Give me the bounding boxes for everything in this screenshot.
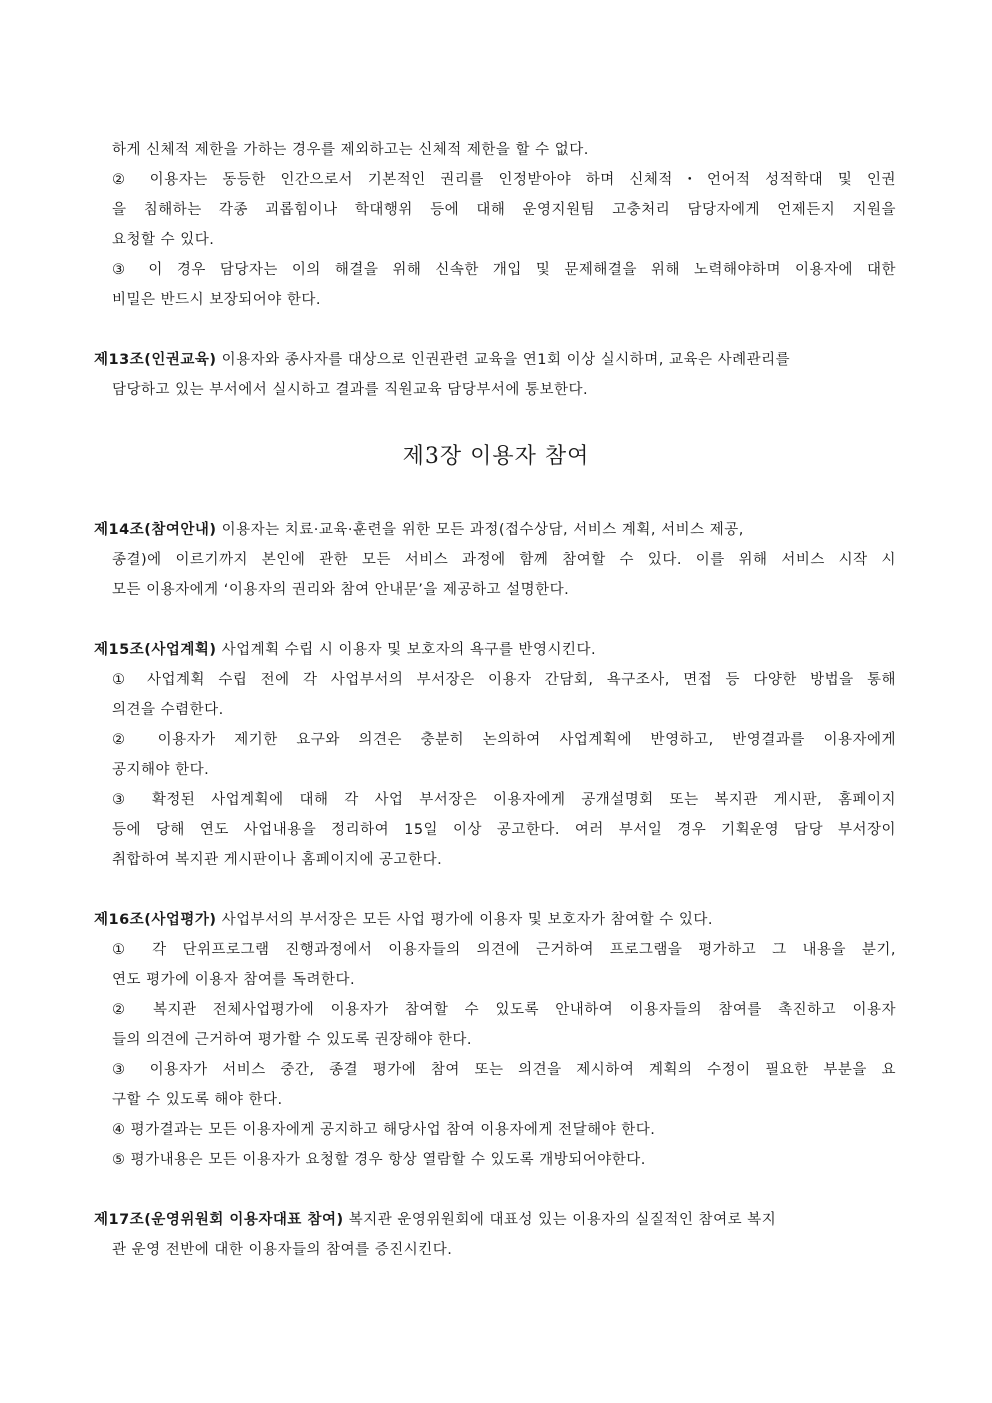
text-line: ① 각 단위프로그램 진행과정에서 이용자들의 의견에 근거하여 프로그램을 평가하고 그 내용을 분기, <box>112 942 896 958</box>
text-line: ② 이용자가 제기한 요구와 의견은 충분히 논의하여 사업계획에 반영하고, 반영결과를 이용자에게 <box>112 732 896 748</box>
text-line: 의견을 수렴한다. <box>112 702 224 718</box>
text-line: ① 사업계획 수립 전에 각 사업부서의 부서장은 이용자 간담회, 욕구조사, 면접 등 다양한 방법을 통해 <box>112 672 896 688</box>
text-line: 을 침해하는 각종 괴롭힘이나 학대행위 등에 대해 운영지원팀 고충처리 담당자에게 언제든지 지원을 <box>112 202 896 218</box>
article-14-heading: 제14조(참여안내) <box>94 522 217 538</box>
text-line: ③ 확정된 사업계획에 대해 각 사업 부서장은 이용자에게 공개설명회 또는 복지관 게시판, 홈페이지 <box>112 792 896 808</box>
text-line: 등에 당해 연도 사업내용을 정리하여 15일 이상 공고한다. 여러 부서일 경우 기획운영 담당 부서장이 <box>112 822 896 838</box>
text-line: 종결)에 이르기까지 본인에 관한 모든 서비스 과정에 함께 참여할 수 있다. 이를 위해 서비스 시작 시 <box>112 552 896 568</box>
text-line: 비밀은 반드시 보장되어야 한다. <box>112 292 322 308</box>
article-15-text: 사업계획 수립 시 이용자 및 보호자의 욕구를 반영시킨다. <box>216 642 597 658</box>
article-13-heading: 제13조(인권교육) <box>94 352 217 368</box>
article-14-text: 이용자는 치료·교육·훈련을 위한 모든 과정(접수상담, 서비스 계획, 서비스 제공, <box>216 522 744 538</box>
chapter-title: 제3장 이용자 참여 <box>402 444 590 469</box>
article-17-text: 복지관 운영위원회에 대표성 있는 이용자의 실질적인 참여로 복지 <box>343 1212 777 1228</box>
text-line: 모든 이용자에게 ‘이용자의 권리와 참여 안내문’을 제공하고 설명한다. <box>112 582 570 598</box>
text-line: 공지해야 한다. <box>112 762 210 778</box>
text-line: ② 복지관 전체사업평가에 이용자가 참여할 수 있도록 안내하여 이용자들의 참여를 촉진하고 이용자 <box>112 1002 896 1018</box>
text-line: 하게 신체적 제한을 가하는 경우를 제외하고는 신체적 제한을 할 수 없다. <box>112 142 589 158</box>
text-line: ③ 이 경우 담당자는 이의 해결을 위해 신속한 개입 및 문제해결을 위해 노력해야하며 이용자에 대한 <box>112 262 896 278</box>
article-16-text: 사업부서의 부서장은 모든 사업 평가에 이용자 및 보호자가 참여할 수 있다. <box>216 912 714 928</box>
text-line: ④ 평가결과는 모든 이용자에게 공지하고 해당사업 참여 이용자에게 전달해야 한다. <box>112 1122 656 1138</box>
article-17-heading: 제17조(운영위원회 이용자대표 참여) <box>94 1212 344 1228</box>
article-15-heading: 제15조(사업계획) <box>94 642 217 658</box>
text-line: 구할 수 있도록 해야 한다. <box>112 1092 283 1108</box>
text-line: ③ 이용자가 서비스 중간, 종결 평가에 참여 또는 의견을 제시하여 계획의 수정이 필요한 부분을 요 <box>112 1062 896 1078</box>
article-13-text: 이용자와 종사자를 대상으로 인권관련 교육을 연1회 이상 실시하며, 교육은 사례관리를 <box>216 352 791 368</box>
article-16-line-1 <box>94 910 713 930</box>
text-line: ② 이용자는 동등한 인간으로서 기본적인 권리를 인정받아야 하며 신체적・언어적 성적학대 및 인권 <box>112 172 896 188</box>
text-line: ⑤ 평가내용은 모든 이용자가 요청할 경우 항상 열람할 수 있도록 개방되어야한다. <box>112 1152 646 1168</box>
text-line: 들의 의견에 근거하여 평가할 수 있도록 권장해야 한다. <box>112 1032 473 1048</box>
text-line: 담당하고 있는 부서에서 실시하고 결과를 직원교육 담당부서에 통보한다. <box>112 382 589 398</box>
article-14-line-1 <box>94 520 896 540</box>
text-line: 요청할 수 있다. <box>112 232 215 248</box>
text-line: 연도 평가에 이용자 참여를 독려한다. <box>112 972 356 988</box>
text-line: 취합하여 복지관 게시판이나 홈페이지에 공고한다. <box>112 852 443 868</box>
article-15-line-1 <box>94 640 596 660</box>
article-13-line-1 <box>94 350 896 370</box>
article-17-line-1 <box>94 1210 896 1230</box>
text-line: 관 운영 전반에 대한 이용자들의 참여를 증진시킨다. <box>112 1242 453 1258</box>
article-16-heading: 제16조(사업평가) <box>94 912 217 928</box>
